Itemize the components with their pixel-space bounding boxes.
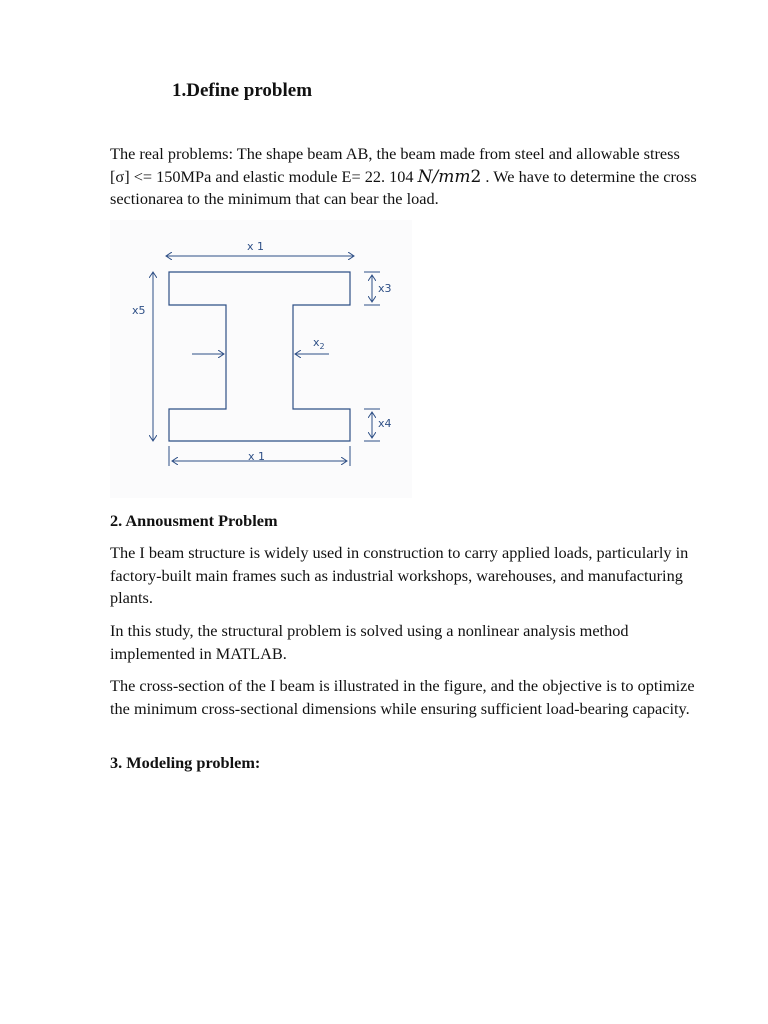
section-2-paragraph-1: The I beam structure is widely used in construction to carry applied loads, particularly in factory-built main frames such as industrial workshops, warehouses, and manufacturing plants.: [110, 543, 689, 607]
unit-italic: N/mm: [417, 166, 471, 187]
section-2-heading: 2. Annousment Problem: [110, 511, 278, 530]
problem-text-part-1: The real problems: The shape beam AB, the beam made from steel and allowable stress [σ] <= 150MPa and elastic module E= 22. 104: [110, 144, 680, 186]
i-beam-cross-section-figure: [110, 220, 412, 498]
web-thickness-label: [313, 336, 325, 351]
x3-label: x3: [378, 282, 392, 295]
section-2-paragraph-2: In this study, the structural problem is solved using a nonlinear analysis method implemented in MATLAB.: [110, 621, 629, 663]
top-width-label: x 1: [247, 240, 265, 253]
height-label: x5: [132, 304, 146, 317]
unit-expression: [418, 167, 482, 187]
section-1-heading: 1.Define problem: [172, 80, 313, 101]
web-thickness-base: x: [313, 336, 320, 349]
section-2-paragraph-3: The cross-section of the I beam is illustrated in the figure, and the objective is to optimize the minimum cross-sectional dimensions while ensuring sufficient load-bearing capacity.: [110, 676, 695, 718]
unit-exponent: 2: [470, 166, 482, 187]
i-beam-outline: [169, 272, 350, 441]
bottom-width-label: x 1: [248, 450, 266, 463]
web-thickness-subscript: 2: [319, 342, 325, 351]
problem-text-part-2: . We have to determine the cross sectionarea to the minimum that can bear the load.: [110, 166, 697, 208]
i-beam-drawing: [110, 220, 412, 498]
problem-description-paragraph: [110, 143, 700, 211]
section-3-heading: 3. Modeling problem:: [110, 753, 261, 772]
x4-label: x4: [378, 417, 392, 430]
